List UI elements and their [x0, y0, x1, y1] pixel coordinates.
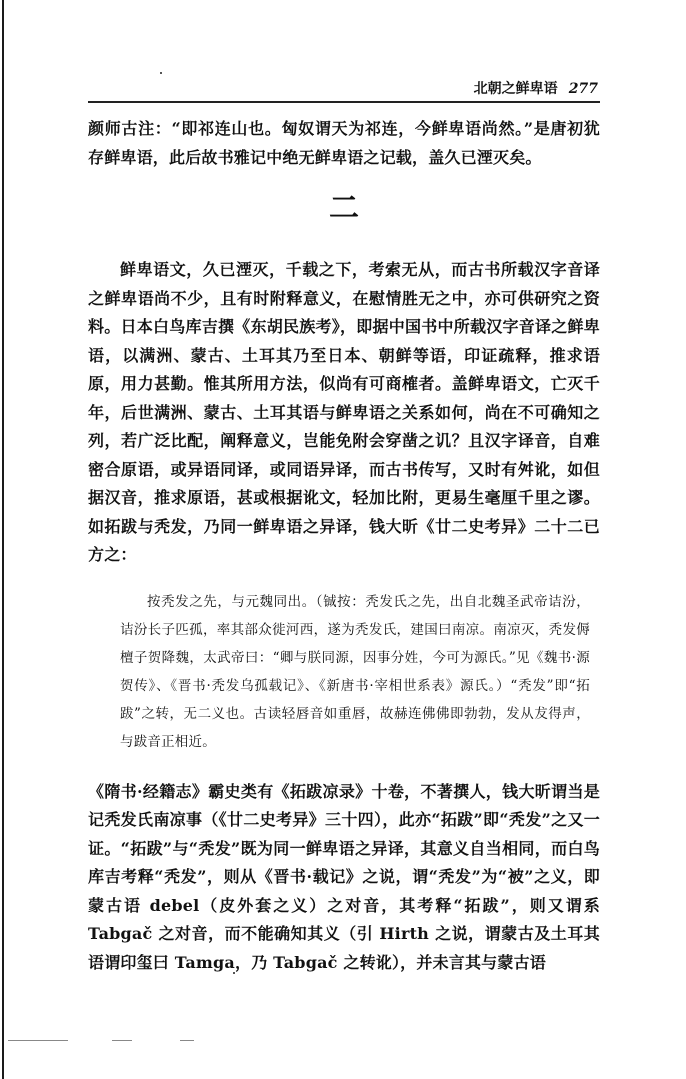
scan-artifact-line [180, 1040, 194, 1041]
header-rule [88, 101, 600, 103]
page-edge-rule [2, 0, 4, 1079]
scan-speck [160, 72, 162, 74]
section-number: 二 [329, 191, 359, 226]
block-quote: 按秃发之先，与元魏同出。（铖按：秃发氏之先，出自北魏圣武帝诘汾，诘汾长子匹孤，率其部众徙河西，遂为秃发氏，建国曰南凉。南凉灭，秃发傉檀子贺降魏，太武帝曰：“卿与朕同源，因事分姓，今可为源氏。”见《魏书·源贺传》、《晋书·秃发乌孤载记》、《新唐书·宰相世系表》源氏。）“秃发”即“拓跋”之转，无二义也。古读轻唇音如重唇，故赫连佛佛即勃勃，发从犮得声，与跋音正相近。 [120, 593, 590, 750]
running-header [88, 78, 598, 100]
paragraph-top: 颜师古注：“即祁连山也。匈奴谓天为祁连，今鲜卑语尚然。”是唐初犹存鲜卑语，此后故书雅记中绝无鲜卑语之记载，盖久已湮灭矣。 [88, 119, 600, 167]
paragraph-main: 鲜卑语文，久已湮灭，千载之下，考索无从，而古书所载汉字音译之鲜卑语尚不少，且有时附释意义，在慰情胜无之中，亦可供研究之资料。日本白鸟库吉撰《东胡民族考》，即据中国书中所载汉字音译之鲜卑语，以满洲、蒙古、土耳其乃至日本、朝鲜等语，印证疏释，推求语原，用力甚勤。惟其所用方法，似尚有可商榷者。盖鲜卑语文，亡灭千年，后世满洲、蒙古、土耳其语与鲜卑语之关系如何，尚在不可确知之列，若广泛比配，阐释意义，岂能免附会穿凿之讥？且汉字译音，自难密合原语，或异语同译，或同语异译，而古书传写，又时有舛讹，如但据汉音，推求原语，甚或根据讹文，轻加比附，更易生毫厘千里之谬。如拓跋与秃发，乃同一鲜卑语之异译，钱大昕《廿二史考异》二十二已方之： [88, 260, 600, 564]
paragraph-bottom: 《隋书·经籍志》霸史类有《拓跋凉录》十卷，不著撰人，钱大昕谓当是记秃发氏南凉事（《廿二史考异》三十四），此亦“拓跋”即“秃发”之又一证。“拓跋”与“秃发”既为同一鲜卑语之异译，其意义自当相同，而白鸟库吉考释“秃发”，则从《晋书·载记》之说，谓“秃发”为“被”之义，即蒙古语 debel（皮外套之义）之对音，其考释“拓跋”，则又谓系 Tabgač 之对音，而不能确知其义（引 Hirth 之说，谓蒙古及土耳其语谓印玺曰 Tamga，乃 Tabgač 之转讹），并未言其与蒙古语 [88, 781, 600, 972]
header-title: 北朝之鲜卑语 [473, 81, 558, 97]
scan-artifact-line [8, 1040, 68, 1041]
page-number: 277 [568, 81, 598, 97]
scan-artifact-line [112, 1040, 132, 1041]
scan-speck [233, 972, 235, 974]
page-body [88, 115, 600, 977]
